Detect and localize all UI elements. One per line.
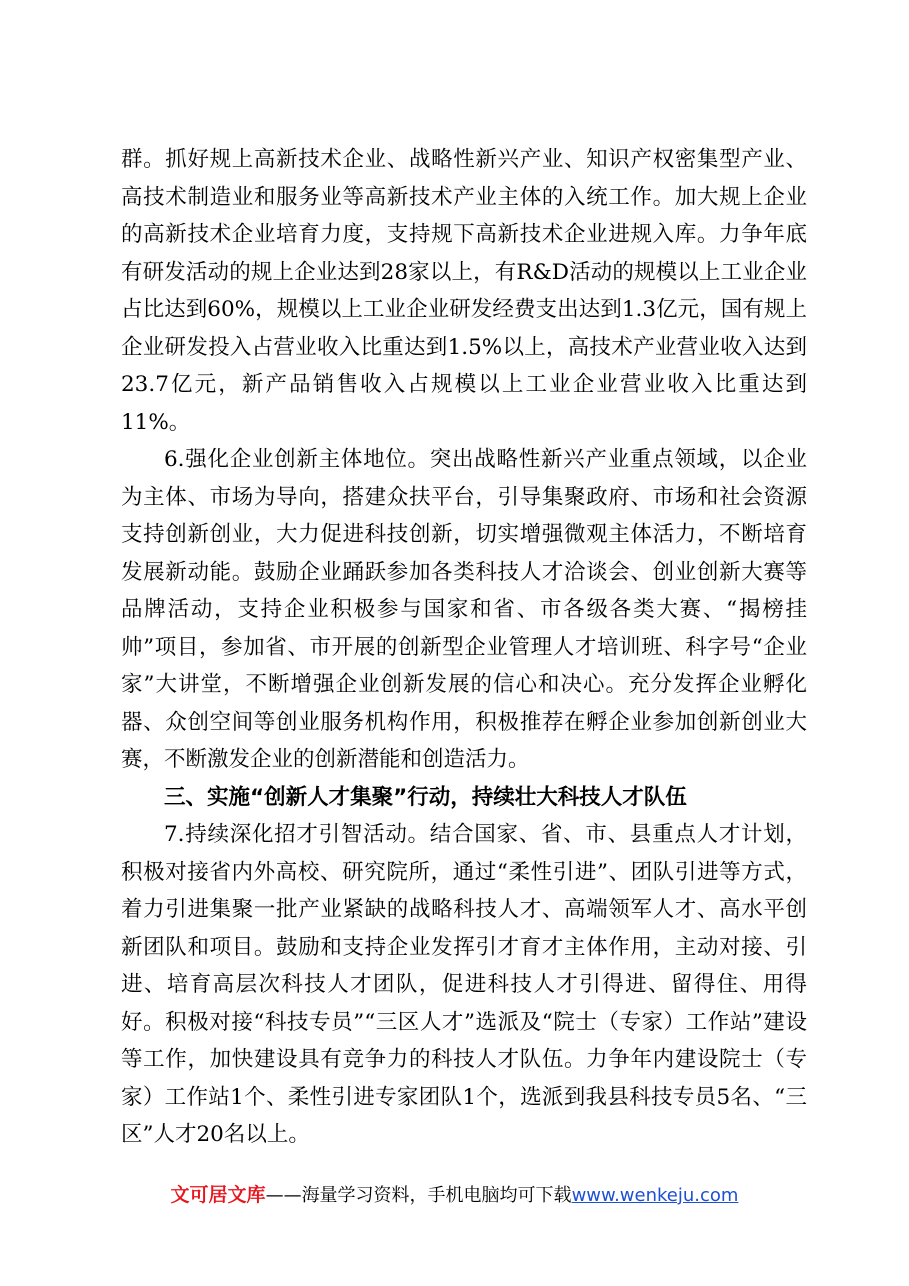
paragraph-7: 7.持续深化招才引智活动。结合国家、省、市、县重点人才计划，积极对接省内外高校、研究院所，通过“柔性引进”、团队引进等方式，着力引进集聚一批产业紧缺的战略科技人才、高端领军人才、高水平创新团队和项目。鼓励和支持企业发挥引才育才主体作用，主动对接、引进、培育高层次科技人才团队，促进科技人才引得进、留得住、用得好。积极对接“科技专员”“三区人才”选派及“院士（专家）工作站”建设等工作，加快建设具有竞争力的科技人才队伍。力争年内建设院士（专家）工作站1个、柔性引进专家团队1个，选派到我县科技专员5名、“三区”人才20名以上。 — [121, 822, 807, 1147]
body-text — [121, 141, 807, 1154]
footer-tagline: ——海量学习资料，手机电脑均可下载 — [265, 1185, 572, 1206]
paragraph-continuation: 群。抓好规上高新技术企业、战略性新兴产业、知识产权密集型产业、高技术制造业和服务业等高新技术产业主体的入统工作。加大规上企业的高新技术企业培育力度，支持规下高新技术企业进规入库。力争年底有研发活动的规上企业达到28家以上，有R&D活动的规模以上工业企业占比达到60%，规模以上工业企业研发经费支出达到1.3亿元，国有规上企业研发投入占营业收入比重达到1.5%以上，高技术产业营业收入达到23.7亿元，新产品销售收入占规模以上工业企业营业收入比重达到11%。 — [121, 147, 807, 435]
footer-site-link[interactable]: www.wenkeju.com — [571, 1185, 739, 1206]
paragraph-6: 6.强化企业创新主体地位。突出战略性新兴产业重点领域，以企业为主体、市场为导向，搭建众扶平台，引导集聚政府、市场和社会资源支持创新创业，大力促进科技创新，切实增强微观主体活力，不断培育发展新动能。鼓励企业踊跃参加各类科技人才洽谈会、创业创新大赛等品牌活动，支持企业积极参与国家和省、市各级各类大赛、“揭榜挂帅”项目，参加省、市开展的创新型企业管理人才培训班、科字号“企业家”大讲堂，不断增强企业创新发展的信心和决心。充分发挥企业孵化器、众创空间等创业服务机构作用，积极推荐在孵企业参加创新创业大赛，不断激发企业的创新潜能和创造活力。 — [121, 447, 807, 772]
footer-brand: 文可居文库 — [170, 1184, 266, 1206]
section-heading-3: 三、实施“创新人才集聚”行动，持续壮大科技人才队伍 — [164, 784, 687, 810]
footer-banner — [0, 1181, 909, 1210]
